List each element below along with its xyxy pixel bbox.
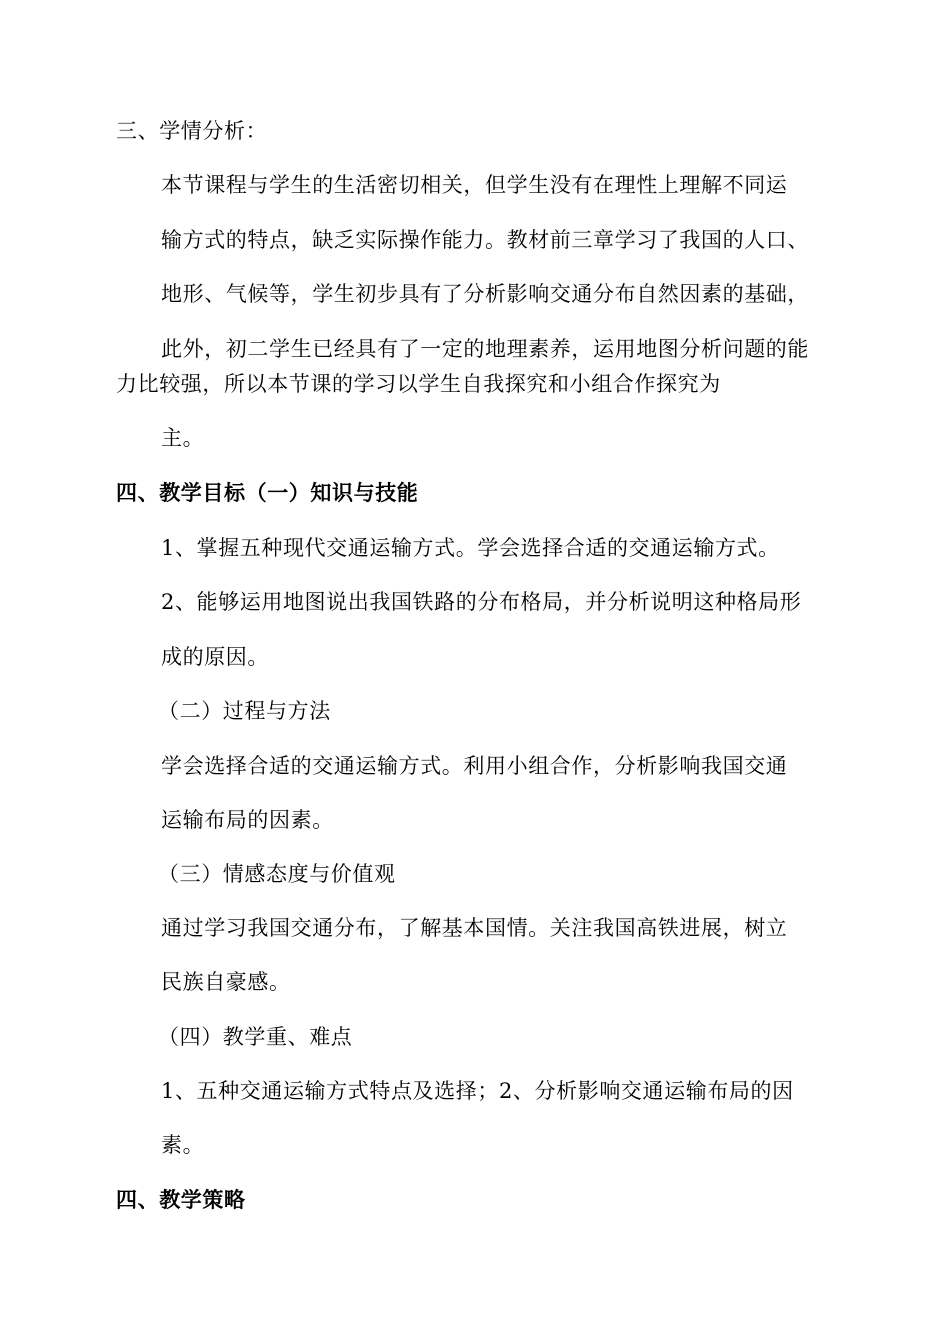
paragraph-line: 输方式的特点，缺乏实际操作能力。教材前三章学习了我国的人口、 bbox=[161, 228, 809, 252]
paragraph-line: 1、五种交通运输方式特点及选择；2、分析影响交通运输布局的因 bbox=[161, 1079, 794, 1103]
paragraph-line: 民族自豪感。 bbox=[161, 970, 291, 994]
paragraph-line: 学会选择合适的交通运输方式。利用小组合作，分析影响我国交通 bbox=[161, 754, 788, 778]
paragraph-line: 主。 bbox=[161, 426, 205, 450]
paragraph-line: 力比较强，所以本节课的学习以学生自我探究和小组合作探究为 bbox=[116, 372, 721, 396]
paragraph-line: 运输布局的因素。 bbox=[161, 808, 334, 832]
paragraph-line: 本节课程与学生的生活密切相关，但学生没有在理性上理解不同运 bbox=[161, 173, 788, 197]
subheading-key-difficult-points: （四）教学重、难点 bbox=[158, 1025, 353, 1049]
objective-item: 1、掌握五种现代交通运输方式。学会选择合适的交通运输方式。 bbox=[161, 536, 780, 560]
objective-item: 2、能够运用地图说出我国铁路的分布格局，并分析说明这种格局形 bbox=[161, 590, 802, 614]
section-heading-teaching-strategy: 四、教学策略 bbox=[116, 1188, 246, 1212]
paragraph-line: 此外，初二学生已经具有了一定的地理素养，运用地图分析问题的能 bbox=[161, 337, 809, 361]
subheading-process-method: （二）过程与方法 bbox=[158, 699, 331, 723]
paragraph-line: 素。 bbox=[161, 1133, 205, 1157]
subheading-emotion-values: （三）情感态度与价值观 bbox=[158, 862, 396, 886]
section-heading-student-analysis: 三、学情分析： bbox=[116, 119, 268, 143]
section-heading-teaching-objectives: 四、教学目标（一）知识与技能 bbox=[116, 481, 419, 505]
objective-item-continued: 成的原因。 bbox=[161, 645, 269, 669]
paragraph-line: 通过学习我国交通分布，了解基本国情。关注我国高铁进展，树立 bbox=[161, 916, 788, 940]
paragraph-line: 地形、气候等，学生初步具有了分析影响交通分布自然因素的基础， bbox=[161, 282, 809, 306]
